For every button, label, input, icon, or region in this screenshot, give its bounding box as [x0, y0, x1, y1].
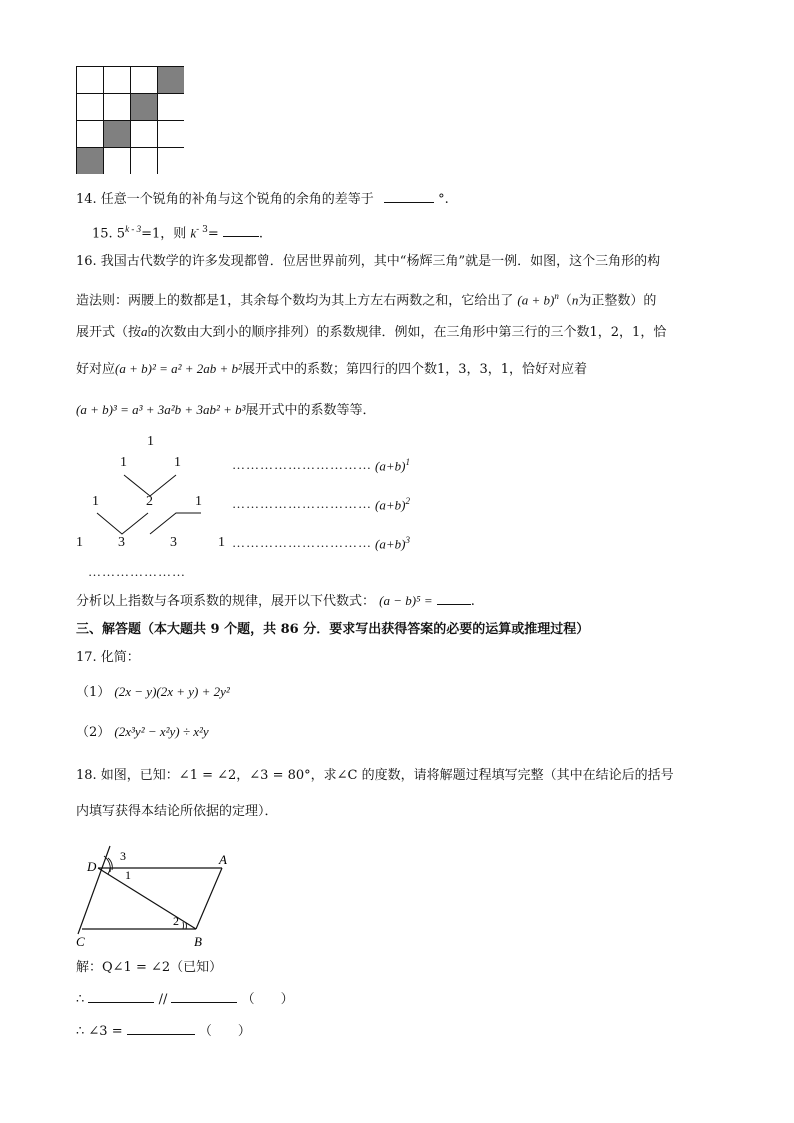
q16-line1: 16. 我国古代数学的许多发现都曾．位居世界前列，其中“杨辉三角”就是一例．如图，这个三角形的构 [76, 254, 661, 269]
q16-line2e: n [571, 292, 579, 308]
q15-suffix: . [258, 226, 263, 242]
label-C: C [76, 934, 85, 949]
parallelogram-figure [70, 838, 250, 953]
tri-r4-c1: 1 [76, 535, 83, 550]
q18-sol3a: ∴ ∠3 = [76, 1024, 123, 1039]
section3-title: 三、解答题（本大题共 9 个题，共 86 分．要求写出获得答案的必要的运算或推理过程） [76, 622, 590, 637]
label-B: B [194, 934, 202, 949]
q17-p1-label: （1） [76, 685, 111, 700]
tri-bottom-dots: ………………… [88, 564, 186, 579]
q18-line2: 内填写获得本结论所依据的定理）． [76, 804, 278, 819]
q18-line1: 18. 如图，已知：∠1 = ∠2，∠3 = 80°，求∠C 的度数，请将解题过程填写完整（其中在结论后的括号 [76, 768, 674, 783]
q17-p2-expr: (2x³y² − x²y) ÷ x²y [114, 724, 209, 739]
tri-r3-c1: 1 [92, 494, 99, 509]
q16-answer-blank[interactable] [437, 590, 471, 605]
q16-line5b: 展开式中的系数等等． [245, 403, 376, 418]
q18-sol3 [76, 1020, 251, 1042]
q16-line2a: 造法则：两腰上的数都是1，其余每个数均为其上方左右两数之和，它给出了 [76, 293, 514, 309]
q18-sol2a: ∴ [76, 992, 85, 1007]
q17-p2-label: （2） [76, 725, 111, 740]
q14-text: 14. 任意一个锐角的补角与这个锐角的余角的差等于 [76, 192, 374, 207]
tri-r1-c1: 1 [147, 434, 154, 449]
q17-part1 [76, 682, 230, 703]
q16-line2c: n [554, 291, 559, 301]
tri-dots-row3: ………………………… [232, 496, 372, 511]
q16-line4b: (a + b)² = a² + 2ab + b² [115, 361, 242, 376]
q16-final-b: (a − b)⁵ = [379, 593, 433, 608]
q16-line3a: 展开式（按 [76, 325, 142, 340]
q18-blank-line1[interactable] [88, 988, 154, 1003]
tri-label-row3: $(a+b)^2$ [375, 496, 410, 513]
tri-r2-c2: 1 [174, 455, 181, 470]
angle-label-2: 2 [173, 914, 179, 928]
q16-line5a: (a + b)³ = a³ + 3a²b + 3ab² + b³ [76, 402, 246, 417]
q18-sol2 [76, 988, 294, 1010]
tri-r4-c2: 3 [118, 535, 125, 550]
q17-part2 [76, 722, 209, 743]
tri-dots-row4: ………………………… [232, 535, 372, 550]
tri-r3-c2: 2 [146, 494, 153, 509]
q17-p1-expr: (2x − y)(2x + y) + 2y² [114, 684, 230, 699]
angle-label-3: 3 [120, 849, 126, 863]
q18-blank-angle3[interactable] [127, 1020, 195, 1035]
q16-line4a: 好对应 [76, 362, 116, 377]
tri-label-row2: $(a+b)^1$ [375, 457, 410, 474]
q15-text2: =1，则 [141, 226, 187, 242]
q16-line3c: 的次数由大到小的顺序排列）的系数规律．例如，在三角形中第三行的三个数1，2，1，恰 [147, 325, 667, 340]
tri-label-row4: $(a+b)^3$ [375, 535, 410, 552]
q16-line2d: （ [558, 293, 572, 309]
q15-exp1: k - 3 [125, 224, 142, 234]
q16-line4c: 展开式中的系数；第四行的四个数1，3，3，1，恰好对应着 [241, 362, 588, 377]
angle-label-1: 1 [125, 868, 131, 882]
tri-r4-c3: 3 [170, 535, 177, 550]
q16-final-c: . [470, 594, 475, 609]
tri-dots-row2: ………………………… [232, 457, 372, 472]
q15-exp2: - 3 [196, 225, 208, 235]
q18-blank-line2[interactable] [171, 988, 237, 1003]
label-A: A [219, 852, 227, 867]
q16-final-a: 分析以上指数与各项系数的规律，展开以下代数式： [76, 594, 376, 609]
q16-final [76, 590, 475, 612]
label-D: D [87, 859, 97, 874]
q15-text3: = [207, 226, 219, 242]
tri-r4-c4: 1 [218, 535, 225, 550]
q18-sol1: 解：Q∠1 = ∠2（已知） [76, 960, 223, 975]
q18-sol2b: // [158, 992, 168, 1007]
q17-title: 17. 化简： [76, 650, 140, 665]
q16-line2f: 为正整数）的 [578, 293, 657, 309]
tri-r3-c3: 1 [195, 494, 202, 509]
q15-var: k [190, 225, 197, 241]
q16-line3b: a [141, 324, 148, 339]
q14-suffix: °. [438, 192, 449, 207]
q16-line2b: (a + b) [517, 292, 555, 308]
q18-sol2c: （ ） [241, 992, 294, 1007]
q15-text1: 15. 5 [92, 226, 126, 242]
tri-r2-c1: 1 [120, 455, 127, 470]
q18-sol3b: （ ） [198, 1024, 251, 1039]
